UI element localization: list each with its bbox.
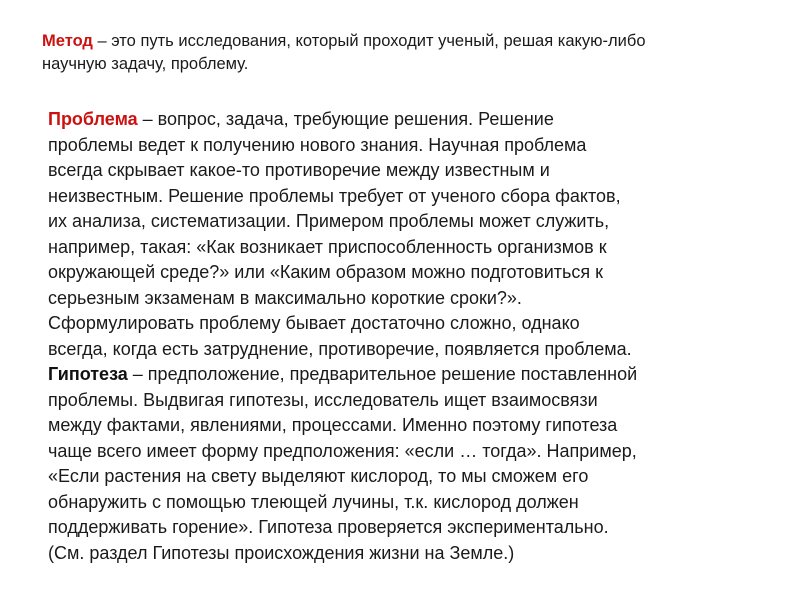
problem-line-1: Проблема – вопрос, задача, требующие решения. Решение [48,109,554,129]
hypothesis-line: поддерживать горение». Гипотеза проверяется экспериментально. [48,517,609,537]
method-definition [42,30,772,76]
problem-line: проблемы ведет к получению нового знания. Научная проблема [48,134,587,155]
method-line-1: Метод – это путь исследования, который проходит ученый, решая какую-либо [42,32,646,50]
hypothesis-line: проблемы. Выдвигая гипотезы, исследователь ищет взаимосвязи [48,389,598,410]
problem-line: Сформулировать проблему бывает достаточно сложно, однако [48,313,580,333]
problem-line: всегда скрывает какое-то противоречие между известным и [48,160,550,180]
problem-term: Проблема [48,109,138,129]
method-term: Метод [42,32,93,50]
problem-line: неизвестным. Решение проблемы требует от ученого сбора фактов, [48,185,621,206]
hypothesis-line: (См. раздел Гипотезы происхождения жизни на Земле.) [48,542,515,563]
hypothesis-line: между фактами, явлениями, процессами. Именно поэтому гипотеза [48,415,618,435]
problem-line: например, такая: «Как возникает приспособленность организмов к [48,236,607,257]
problem-line: окружающей среде?» или «Каким образом можно подготовиться к [48,262,604,282]
problem-line: всегда, когда есть затруднение, противоречие, появляется проблема. [48,338,632,359]
method-line-2: научную задачу, проблему. [42,55,249,73]
problem-line: их анализа, систематизации. Примером проблемы может служить, [48,211,610,231]
hypothesis-line: обнаружить с помощью тлеющей лучины, т.к. кислород должен [48,491,579,512]
problem-line: серьезным экзаменам в максимально короткие сроки?». [48,287,522,308]
hypothesis-term: Гипотеза [48,364,128,384]
main-text [48,107,783,566]
hypothesis-line: чаще всего имеет форму предположения: «если … тогда». Например, [48,440,637,461]
hypothesis-line: «Если растения на свету выделяют кислород, то мы сможем его [48,466,589,486]
hypothesis-line-1: Гипотеза – предположение, предварительное решение поставленной [48,364,638,384]
